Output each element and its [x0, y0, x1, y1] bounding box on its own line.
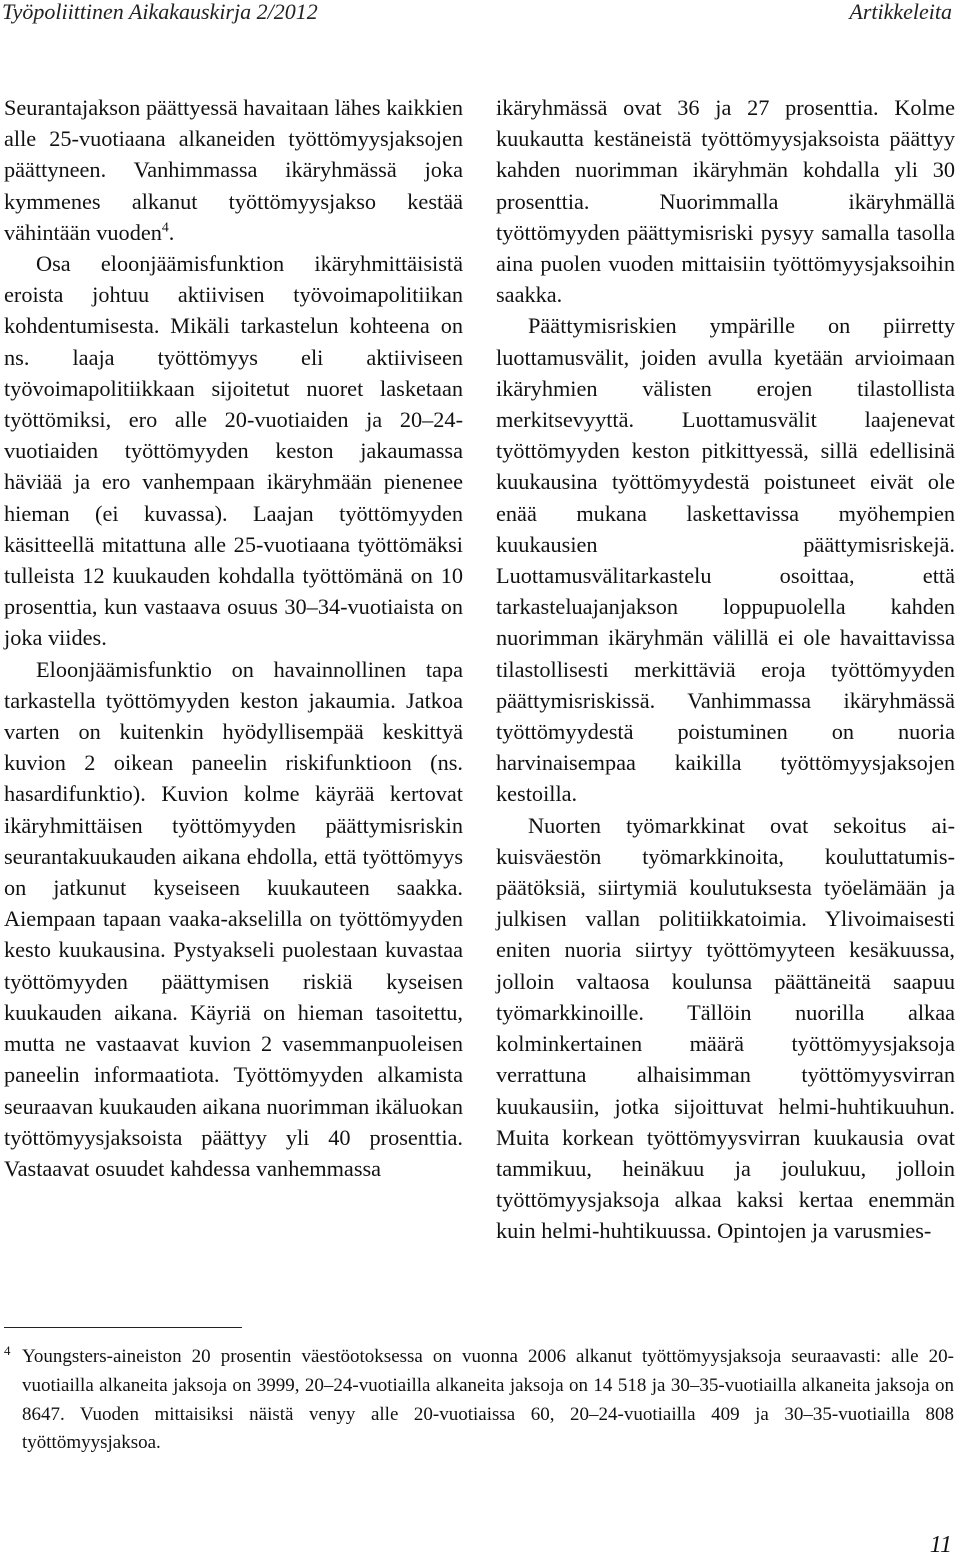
left-column: [4, 92, 463, 1184]
body-paragraph: ikäryhmässä ovat 36 ja 27 prosenttia. Kolme kuukautta kestäneistä työttömyysjaksoista päättyy kahden nuorimman ikäryhmän kohdalla yli 30 prosenttia. Nuorimmalla ikäryhmällä työttömyyden päättymisriski pysyy samalla tasolla aina puolen vuoden mittaisiin työttömyysjaksoihin saakka.: [496, 95, 955, 308]
body-paragraph: Osa eloonjäämisfunktion ikäryhmittäisistä eroista johtuu aktiivisen työvoimapolitiikan kohdentumisesta. Mikäli tarkastelun kohteena on ns. laaja työttömyys eli aktiiviseen työvoimapolitiikkaan sijoitetut nuoret lasketaan työttömiksi, ero alle 20-vuotiaiden ja 20–24-vuotiaiden työttömyyden keston jakaumassa häviää ja ero vanhempaan ikäryhmään pienenee hieman (ei kuvassa). Laajan työttömyyden käsitteellä mitattuna alle 25-vuotiaana työttömäksi tulleista 12 kuukauden kohdalla työttömänä on 10 prosenttia, kun vastaava osuus 30–34-vuotiaista on joka viides.: [4, 251, 463, 651]
section-title: Artikkeleita: [849, 0, 952, 24]
page-number: 11: [929, 1532, 952, 1558]
paragraph-text: Seurantajakson päättyessä havaitaan lähes kaikkien alle 25-vuotiaana alkaneiden työttömyysjaksojen päättyneen. Vanhimmassa ikäryhmässä joka kymmenes alkanut työttömyysjakso kestää vähintään vuoden: [4, 95, 463, 245]
right-column: [496, 92, 955, 1247]
journal-title: Työpoliittinen Aikakauskirja 2/2012: [2, 0, 318, 24]
body-paragraph: Eloonjäämisfunktio on havainnollinen tapa tarkastella työttömyyden keston jakaumia. Jatkoa varten on kuitenkin hyödyllisempää keskittyä kuvion 2 oikean paneelin riskifunktioon (ns. hasardifunktio). Kuvion kolme käyrää kertovat ikäryhmittäisen työttömyyden päättymisriskin seurantakuukauden aikana ehdolla, että työttömyys on jatkunut kyseiseen kuukauteen saakka. Aiempaan tapaan vaaka-akselilla on työttömyyden kesto kuukausina. Pystyakseli puolestaan kuvastaa työttömyyden päättymisen riskiä kyseisen kuukauden aikana. Käyriä on hieman tasoitettu, mutta ne vastaavat kuvion 2 vasemmanpuoleisen paneelin informaatiota. Työttömyyden alkamista seuraavan kuukauden aikana nuorimman ikäluokan työttömyysjaksoista päättyy yli 40 prosenttia. Vastaavat osuudet kahdessa vanhemmassa: [4, 656, 463, 1181]
paragraph-text-end: .: [168, 219, 175, 245]
footnote-reference[interactable]: 4: [161, 219, 169, 235]
body-paragraph: [4, 92, 463, 248]
footnote-divider: [4, 1327, 242, 1328]
body-paragraph: Päättymisriskien ympärille on piirretty luottamusvälit, joiden avulla kyetään arvioimaan ikäryhmien välisten erojen tilastollista merkitsevyyttä. Luottamusvälit laajenevat työttömyyden keston pitkittyessä, sillä edellisinä kuukausina työttömyydestä poistuneet eivät ole enää mukana laskettavissa myöhempien kuukausien päättymisriskejä. Luottamusvälitarkastelu osoittaa, että tarkasteluajanjakson loppupuolella kahden nuorimman ikäryhmän välillä ei ole havaittavissa tilastollisesti merkittäviä eroja työttömyyden päättymisriskissä. Vanhimmassa ikäryhmässä työttömyydestä poistuminen on nuoria harvinaisempaa kaikilla työttömyysjaksojen kestoilla.: [496, 313, 955, 807]
footnote: [4, 1343, 954, 1458]
footnote-text: Youngsters-aineiston 20 prosentin väestöotoksessa on vuonna 2006 alkanut työttömyysjaksoja seuraavasti: alle 20-vuotiailla alkaneita jaksoja on 3999, 20–24-vuotiailla alkaneita jaksoja on 14 518 ja 30–35-vuotiailla alkaneita jaksoja on 8647. Vuoden mittaisiksi näistä venyy alle 20-vuotiaissa 60, 20–24-vuotiailla 409 ja 30–35-vuotiailla 808 työttömyysjaksoa.: [22, 1346, 954, 1454]
body-paragraph: Nuorten työmarkkinat ovat sekoitus aikuisväestön työmarkkinoita, kouluttatumispäätöksiä, siirtymiä koulutuksesta työelämään ja julkisen vallan politiikkatoimia. Ylivoimaisesti eniten nuoria siirtyy työttömyyteen kesäkuussa, jolloin valtaosa koulunsa päättäneitä saapuu työmarkkinoille. Tällöin nuorilla alkaa kolminkertainen määrä työttömyysjaksoja verrattuna alhaisimman työttömyysvirran kuukausiin, jotka sijoittuvat helmi-huhtikuuhun. Muita korkean työttömyysvirran kuukausia ovat tammikuu, heinäkuu ja joulukuu, jolloin työttömyysjaksoja alkaa kaksi kertaa enemmän kuin helmi-huhtikuussa. Opintojen ja varusmies-: [496, 812, 955, 1244]
footnote-marker: 4: [4, 1343, 11, 1358]
